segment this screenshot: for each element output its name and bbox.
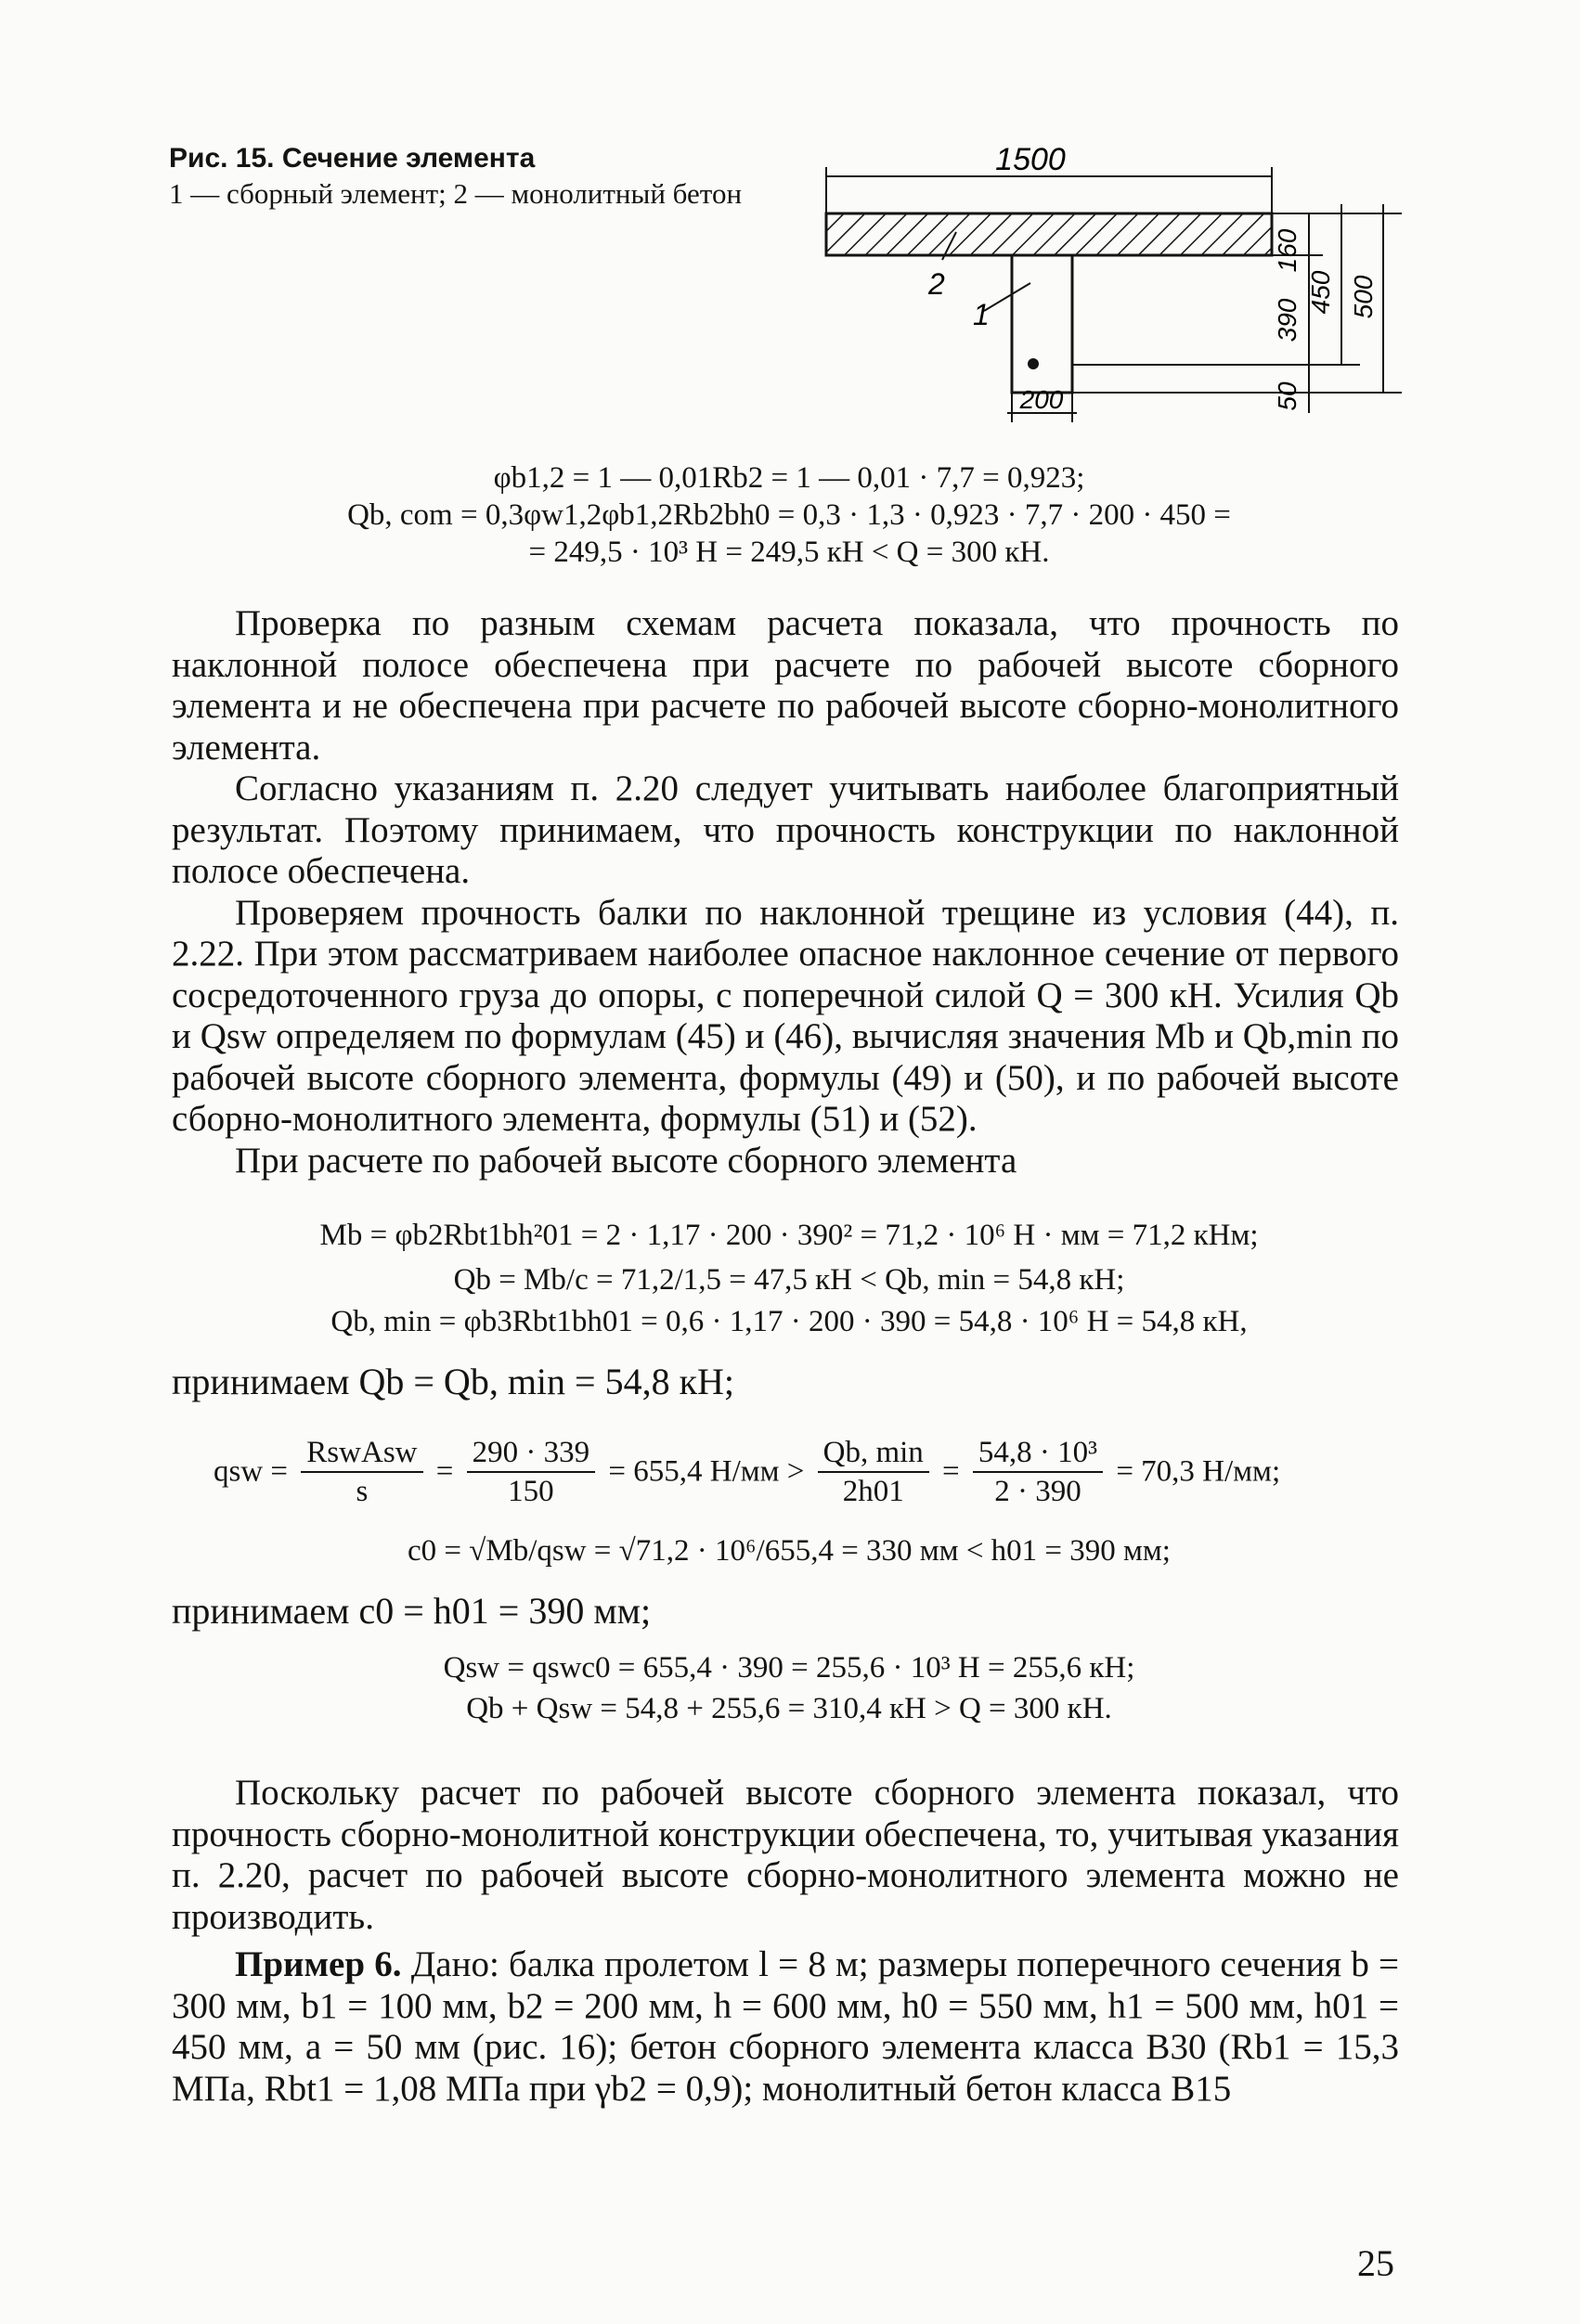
qsw-lhs: qsw = [214,1454,289,1489]
dim-right-160: 160 [1273,228,1302,273]
calc1-line1: φb1,2 = 1 — 0,01Rb2 = 1 — 0,01 · 7,7 = 0,923; [493,461,1085,495]
fraction-3: $\frac{Qb, \min}{2h01}$ [818,1434,929,1510]
rebar-dot [1028,358,1039,369]
example-text: Дано: балка пролетом l = 8 м; размеры поперечного сечения b = 300 мм, b1 = 100 мм, b2 = 200 мм, h = 600 мм, h0 = 550 мм, h1 = 500 мм, h01 = 450 мм, a = 50 мм (рис. 16); бетон сборного элемента класса В30 (Rb1 = 15,3 МПа, Rbt1 = 1,08 МПа при γb2 = 0,9); монолитный бетон класса В15 [172,1944,1400,2109]
cross-section-figure [808,144,1402,459]
dim-right-50: 50 [1273,381,1302,411]
page-number: 25 [1357,2242,1394,2284]
calc1-line3: = 249,5 · 10³ Н = 249,5 кН < Q = 300 кН. [528,536,1050,569]
accept-c0-line: принимаем c0 = h01 = 390 мм; [172,1590,652,1632]
accept-qb-line: принимаем Qb = Qb, min = 54,8 кН; [172,1361,735,1402]
example-paragraph [172,1944,1399,2110]
label-2: 2 [928,267,945,301]
rib-precast [1012,255,1072,393]
figure-caption-title: Рис. 15. Сечение элемента [169,143,536,174]
qsw-formula: qsw = $\frac{\text{RswAsw}}{s}$ = $\frac{290 \cdot 339}{150}$ = 655,4 Н/мм > $\frac{Qb, \min}{2h01}$ = $\frac{\text{54,8 · 10³}}{2 \cdot 390}$ = 70,3 Н/мм; [214,1436,1281,1508]
dim-right-500: 500 [1349,275,1378,319]
example-block [172,1944,1399,2110]
figure-caption-text: 1 — сборный элемент; 2 — монолитный бетон [169,177,743,210]
calc1-line2: Qb, com = 0,3φw1,2φb1,2Rb2bh0 = 0,3 · 1,3 · 0,923 · 7,7 · 200 · 450 = [347,498,1231,532]
calc2-line2: Qb = Mb/c = 71,2/1,5 = 47,5 кН < Qb, min = 54,8 кН; [453,1263,1125,1297]
fraction-4: $\frac{\text{54,8 · 10³}}{2 \cdot 390}$ [973,1434,1103,1510]
calc3-line2: Qb + Qsw = 54,8 + 255,6 = 310,4 кН > Q = 300 кН. [466,1692,1112,1725]
fraction-1: $\frac{\text{RswAsw}}{s}$ [301,1434,422,1510]
calc2-line3: Qb, min = φb3Rbt1bh01 = 0,6 · 1,17 · 200 · 390 = 54,8 · 10⁶ Н = 54,8 кН, [330,1305,1248,1338]
c0-line: c0 = √Mb/qsw = √71,2 · 10⁶/655,4 = 330 мм < h01 = 390 мм; [408,1534,1171,1568]
dim-top-text: 1500 [995,144,1066,177]
dim-right-390: 390 [1273,298,1302,342]
label-1: 1 [973,298,990,331]
body-text-block-1 [172,603,1399,1181]
body-text-block-2 [172,1773,1399,1938]
dim-right-450: 450 [1306,270,1335,315]
paragraph-3: Проверяем прочность балки по наклонной трещине из условия (44), п. 2.22. При этом рассматриваем наиболее опасное наклонное сечение от первого сосредоточенного груза до опоры, с поперечной силой Q = 300 кН. Усилия Qb и Qsw определяем по формулам (45) и (46), вычисляя значения Mb и Qb,min по рабочей высоте сборного элемента, формулы (49) и (50), и по рабочей высоте сборно-монолитного элемента, формулы (51) и (52). [172,892,1399,1139]
calc3-line1: Qsw = qswc0 = 655,4 · 390 = 255,6 · 10³ Н = 255,6 кН; [443,1651,1135,1685]
paragraph-5: Поскольку расчет по рабочей высоте сборного элемента показал, что прочность сборно-монолитной конструкции обеспечена, то, учитывая указания п. 2.20, расчет по рабочей высоте сборно-монолитного элемента можно не производить. [172,1773,1399,1937]
example-heading: Пример 6. [235,1944,402,1984]
figure-caption [169,141,772,212]
slab-hatched [826,213,1272,255]
calc2-line1: Mb = φb2Rbt1bh²01 = 2 · 1,17 · 200 · 390² = 71,2 · 10⁶ Н · мм = 71,2 кНм; [319,1219,1259,1252]
paragraph-1: Проверка по разным схемам расчета показала, что прочность по наклонной полосе обеспечена при расчете по рабочей высоте сборного элемента и не обеспечена при расчете по рабочей высоте сборно-монолитного элемента. [172,603,1399,768]
paragraph-2: Согласно указаниям п. 2.20 следует учитывать наиболее благоприятный результат. Поэтому принимаем, что прочность конструкции по наклонной полосе обеспечена. [172,768,1399,891]
qsw-end: = 70,3 Н/мм; [1116,1454,1281,1489]
cross-section-drawing [808,144,1402,459]
qsw-mid: = 655,4 Н/мм > [608,1454,805,1489]
paragraph-4: При расчете по рабочей высоте сборного элемента [235,1140,1017,1181]
fraction-2: $\frac{290 \cdot 339}{150}$ [467,1434,596,1510]
dim-bottom-text: 200 [1019,385,1064,414]
